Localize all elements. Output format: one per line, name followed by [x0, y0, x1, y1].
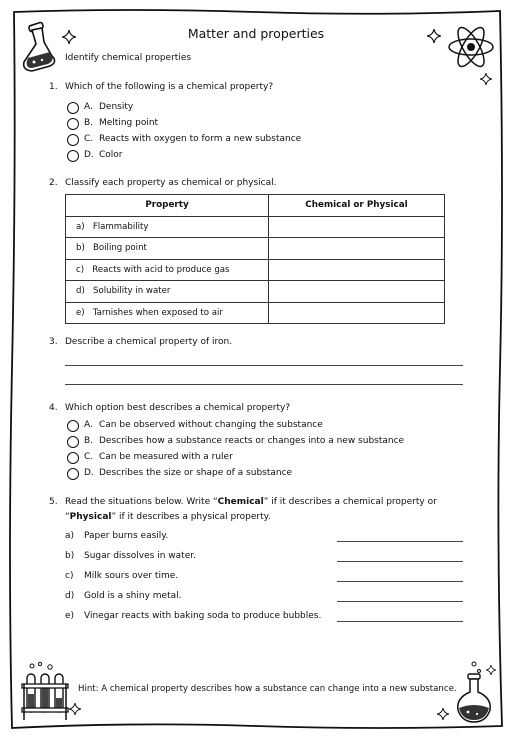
q5-item-e-text: Vinegar reacts with baking soda to produce bubbles.: [84, 611, 322, 621]
q1-option-d-letter: D.: [84, 150, 94, 160]
q1-option-a-radio[interactable]: [67, 102, 79, 114]
physical-keyword: Physical: [69, 512, 112, 522]
q4-option-b-letter: B.: [84, 436, 94, 446]
q4-option-c-radio[interactable]: [67, 452, 79, 464]
q5-instructions-line2: [65, 512, 271, 522]
row-letter: b): [76, 243, 85, 254]
q5-item-c-text: Milk sours over time.: [84, 571, 179, 581]
table-row: [66, 216, 445, 238]
sparkle-icon: [480, 73, 492, 85]
q4-option-d-radio[interactable]: [67, 468, 79, 480]
answer-line[interactable]: [65, 365, 463, 366]
q4-option-a-text: Can be observed without changing the substance: [99, 420, 323, 430]
answer-line[interactable]: [65, 384, 463, 385]
row-letter: a): [76, 221, 85, 232]
q1-option-a-letter: A.: [84, 102, 93, 112]
answer-cell[interactable]: [269, 238, 445, 260]
answer-line[interactable]: [337, 621, 463, 622]
q4-option-b-text: Describes how a substance reacts or changes into a new substance: [99, 436, 405, 446]
q1-option-b-radio[interactable]: [67, 118, 79, 130]
answer-line[interactable]: [337, 601, 463, 602]
row-property: Flammability: [92, 221, 149, 232]
table-row: [66, 281, 445, 303]
q5-item-b-letter: b): [65, 551, 75, 561]
q5-text-part: ” if it describes a chemical property or: [263, 497, 437, 507]
q5-item-b-text: Sugar dissolves in water.: [84, 551, 196, 561]
q5-number: 5.: [49, 497, 58, 507]
row-property: Solubility in water: [93, 286, 171, 297]
round-flask-icon: [452, 660, 496, 724]
q4-option-b-radio[interactable]: [67, 436, 79, 448]
q2-text: Classify each property as chemical or physical.: [65, 178, 277, 188]
row-property: Reacts with acid to produce gas: [92, 264, 230, 275]
subtitle: Identify chemical properties: [65, 53, 192, 63]
q4-text: Which option best describes a chemical property?: [65, 403, 291, 413]
answer-cell[interactable]: [269, 302, 445, 324]
table-row: [66, 302, 445, 324]
q3-text: Describe a chemical property of iron.: [65, 337, 233, 347]
sparkle-icon: [437, 708, 449, 720]
q5-instructions-line1: [65, 497, 437, 507]
q1-text: Which of the following is a chemical property?: [65, 82, 274, 92]
q4-option-a-radio[interactable]: [67, 420, 79, 432]
table-row: [66, 259, 445, 281]
q1-option-b-text: Melting point: [99, 118, 159, 128]
q4-option-c-text: Can be measured with a ruler: [99, 452, 233, 462]
chemical-keyword: Chemical: [217, 497, 264, 507]
row-letter: e): [76, 307, 85, 318]
property-table: [65, 194, 445, 324]
q3-number: 3.: [49, 337, 58, 347]
q1-number: 1.: [49, 82, 58, 92]
page-title: Matter and properties: [187, 26, 325, 41]
q5-item-d-text: Gold is a shiny metal.: [84, 591, 182, 601]
answer-cell[interactable]: [269, 216, 445, 238]
q4-option-a-letter: A.: [84, 420, 93, 430]
answer-line[interactable]: [337, 581, 463, 582]
hint-text: Hint: A chemical property describes how a substance can change into a new substance.: [78, 684, 457, 694]
test-tubes-icon: [20, 660, 72, 724]
answer-cell[interactable]: [269, 281, 445, 303]
answer-line[interactable]: [337, 561, 463, 562]
q5-text-part: “: [65, 512, 70, 522]
table-header-classification: Chemical or Physical: [269, 195, 445, 217]
q1-option-c-radio[interactable]: [67, 134, 79, 146]
q1-option-b-letter: B.: [84, 118, 94, 128]
q5-item-c-letter: c): [65, 571, 74, 581]
answer-cell[interactable]: [269, 259, 445, 281]
q5-item-d-letter: d): [65, 591, 75, 601]
row-letter: d): [76, 286, 85, 297]
answer-line[interactable]: [337, 541, 463, 542]
q5-item-a-text: Paper burns easily.: [84, 531, 169, 541]
table-row: [66, 238, 445, 260]
table-header-property: Property: [66, 195, 269, 217]
q4-option-c-letter: C.: [84, 452, 94, 462]
q5-item-a-letter: a): [65, 531, 75, 541]
q2-number: 2.: [49, 178, 58, 188]
q1-option-c-text: Reacts with oxygen to form a new substance: [99, 134, 302, 144]
q4-option-d-text: Describes the size or shape of a substance: [99, 468, 293, 478]
q1-option-c-letter: C.: [84, 134, 94, 144]
row-property: Boiling point: [93, 243, 147, 254]
q4-option-d-letter: D.: [84, 468, 94, 478]
q5-item-e-letter: e): [65, 611, 75, 621]
q5-text-part: Read the situations below. Write “: [65, 497, 218, 507]
row-letter: c): [76, 264, 85, 275]
q4-number: 4.: [49, 403, 58, 413]
q1-option-d-radio[interactable]: [67, 150, 79, 162]
q1-option-a-text: Density: [99, 102, 134, 112]
row-property: Tarnishes when exposed to air: [92, 307, 223, 318]
q5-text-part: ” if it describes a physical property.: [111, 512, 271, 522]
q1-option-d-text: Color: [99, 150, 123, 160]
